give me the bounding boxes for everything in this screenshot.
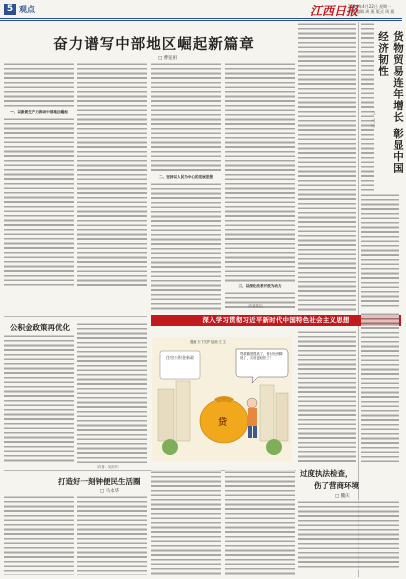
cartoon-header: 漫画 天下关护 绘画 王 文 <box>190 340 226 344</box>
policy-headline: 公积金政策再优化 <box>10 323 70 332</box>
page-number: 5 <box>4 4 16 15</box>
main-article-text-col5 <box>298 22 356 312</box>
main-article-text-col3a <box>151 62 221 172</box>
trade-text-bottom <box>361 193 399 308</box>
bottom-text-col3 <box>151 470 221 575</box>
main-article-text-col3b <box>151 182 221 310</box>
cartoon-speech: 贷款额度提高了，首付比例降低了，买房更轻松了！ <box>240 352 283 361</box>
main-headline: 奋力谱写中部地区崛起新篇章 <box>53 36 255 53</box>
right-column-divider <box>358 22 359 577</box>
bottom-text-col1 <box>4 495 74 575</box>
cartoon-sign: 住房公积金新政 <box>166 355 194 360</box>
section-divider-left <box>4 316 147 317</box>
dateline <box>348 4 394 14</box>
bottom-byline: □ 马永华 <box>100 489 120 494</box>
enforcement-text-right <box>361 312 399 462</box>
header-rule-thin <box>0 20 402 21</box>
main-article-text-col4a <box>225 62 295 282</box>
masthead-logo: 江西日报 <box>310 4 359 18</box>
main-article-text-col2 <box>77 62 147 287</box>
trade-headline: 货物贸易连年增长 彰显中国经济韧性 <box>377 31 404 174</box>
policy-text-col1 <box>4 334 74 464</box>
theme-banner: 深入学习贯彻习近平新时代中国特色社会主义思想 <box>151 315 401 326</box>
main-byline: □ 曹征祖 <box>158 56 178 61</box>
center-right-text <box>298 330 356 465</box>
bottom-text-col4 <box>225 470 295 575</box>
enforcement-text-bottom <box>298 500 399 570</box>
editor-line: 责任编辑 周 燕 版式 周 燕 <box>348 9 395 14</box>
main-author-tag: （作者单位） <box>246 304 266 308</box>
main-subhead-3: 三、以深化改革开放为动力 <box>238 284 282 288</box>
trade-text-top <box>361 22 374 192</box>
issue-date: 2024年4月22日 星期一 <box>348 4 392 9</box>
section-title: 观点 <box>19 4 35 14</box>
enforcement-headline-line2: 伤了营商环境 <box>314 481 359 490</box>
bottom-text-col2 <box>77 495 147 575</box>
bottom-headline: 打造好一刻钟便民生活圈 <box>58 477 141 486</box>
cartoon-bag-char: 贷 <box>218 418 228 428</box>
main-subhead-1: 一、以新质生产力推动中部地区崛起 <box>10 110 68 114</box>
main-article-text-col1a <box>4 62 74 108</box>
enforcement-byline: □ 魏庆 <box>335 494 350 499</box>
enforcement-headline-line1: 过度执法检查， <box>300 469 353 478</box>
header-rule <box>0 18 402 19</box>
main-article-text-col1b <box>4 117 74 287</box>
main-subhead-2: 二、坚持以人民为中心的发展思想 <box>159 175 213 179</box>
policy-text-col2 <box>77 322 147 464</box>
policy-author: （作者：吴庆华） <box>95 465 121 469</box>
